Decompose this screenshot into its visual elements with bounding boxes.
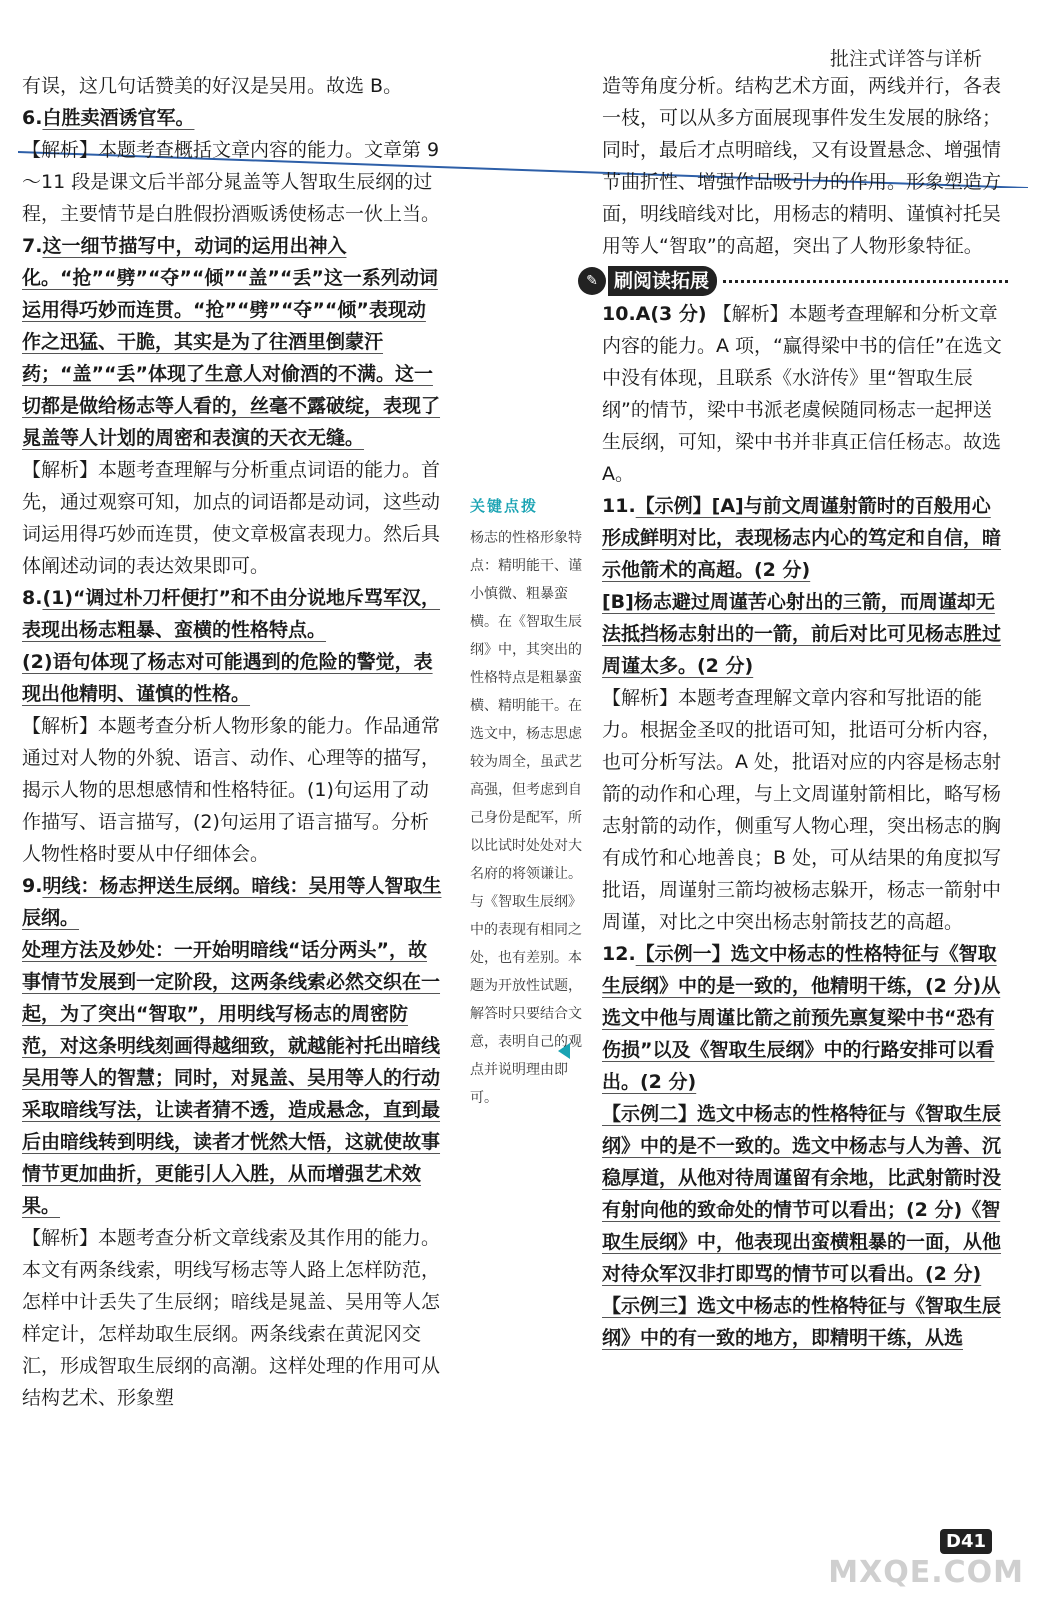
q10-answer: A(3 分) (635, 303, 707, 325)
q12-example-1: 【示例一】选文中杨志的性格特征与《智取生辰纲》中的是一致的，他精明干练，(2 分)从选文中他与周谨比箭之前预先禀复梁中书“恐有伤损”以及《智取生辰纲》中的行路安排可以看出。(2 分) (602, 943, 1001, 1093)
q9-continued: 造等角度分析。结构艺术方面，两线并行，各表一枝，可以从多方面展现事件发生发展的脉络；同时，最后才点明暗线，又有设置悬念、增强情节曲折性、增强作品吸引力的作用。形象塑造方面，明线暗线对比，用杨志的精明、谨慎衬托吴用等人“智取”的高超，突出了人物形象特征。 (602, 75, 1002, 257)
q5-tail: 有误，这几句话赞美的好汉是吴用。故选 B。 (22, 75, 403, 97)
section-header (578, 266, 1008, 296)
q8 (22, 582, 442, 646)
q12-example-2: 【示例二】选文中杨志的性格特征与《智取生辰纲》中的是不一致的。选文中杨志与人为善、沉稳厚道，从他对待周谨留有余地，比武射箭时没有射向他的致命处的情节可以看出；(2 分)《智取生辰纲》中，他表现出蛮横粗暴的一面，从他对待众军汉非打即骂的情节可以看出。(2 分) (602, 1103, 1002, 1285)
q8-analysis: 【解析】本题考查分析人物形象的能力。作品通常通过对人物的外貌、语言、动作、心理等的描写，揭示人物的思想感情和性格特征。(1)句运用了动作描写、语言描写，(2)句运用了语言描写。分析人物性格时要从中仔细体会。 (22, 715, 441, 865)
q11-number: 11. (602, 495, 636, 517)
q7-number: 7. (22, 235, 43, 257)
q10 (602, 298, 1008, 490)
q8-answer-2: (2)语句体现了杨志对可能遇到的危险的警觉，表现出他精明、谨慎的性格。 (22, 651, 433, 705)
q9 (22, 870, 442, 934)
q10-analysis: 【解析】本题考查理解和分析文章内容的能力。A 项，“赢得梁中书的信任”在选文中没有体现，且联系《水浒传》里“智取生辰纲”的情节，梁中书派老虞候随同杨志一起押送生辰纲，可知，梁中书并非真正信任杨志。故选 A。 (602, 303, 1002, 485)
q9-analysis: 【解析】本题考查分析文章线索及其作用的能力。本文有两条线索，明线写杨志等人路上怎样防范，怎样中计丢失了生辰纲；暗线是晁盖、吴用等人怎样定计，怎样劫取生辰纲。两条线索在黄泥冈交汇，形成智取生辰纲的高潮。这样处理的作用可从结构艺术、形象塑 (22, 1227, 441, 1409)
q9-answer-1: 明线：杨志押送生辰纲。暗线：吴用等人智取生辰纲。 (22, 875, 442, 929)
q7 (22, 230, 442, 454)
page-number: D41 (940, 1529, 992, 1554)
q6-number: 6. (22, 107, 43, 129)
q8-answer-1: (1)“调过朴刀杆便打”和不由分说地斥骂军汉，表现出杨志粗暴、蛮横的性格特点。 (22, 587, 441, 641)
book-icon: ✎ (578, 267, 606, 295)
pointer-arrow-icon (558, 1043, 570, 1059)
q12 (602, 938, 1008, 1098)
q6-answer: 白胜卖酒诱官军。 (42, 107, 195, 129)
section-label: 刷阅读拓展 (608, 266, 717, 296)
key-tip-sidebar (470, 492, 590, 1112)
q6 (22, 102, 442, 134)
q12-number: 12. (602, 943, 636, 965)
q7-analysis: 【解析】本题考查理解与分析重点词语的能力。首先，通过观察可知，加点的词语都是动词，这些动词运用得巧妙而连贯，使文章极富表现力。然后具体阐述动词的表达效果即可。 (22, 459, 441, 577)
q11-answer-b: [B]杨志避过周谨苦心射出的三箭，而周谨却无法抵挡杨志射出的一箭，前后对比可见杨志胜过周谨太多。(2 分) (602, 591, 1002, 677)
q6-analysis: 【解析】本题考查概括文章内容的能力。文章第 9～11 段是课文后半部分晁盖等人智取生辰纲的过程，主要情节是白胜假扮酒贩诱使杨志一伙上当。 (22, 139, 441, 225)
right-column (586, 70, 1008, 1354)
q12-example-3: 【示例三】选文中杨志的性格特征与《智取生辰纲》中的有一致的地方，即精明干练，从选 (602, 1295, 1002, 1349)
q11 (602, 490, 1008, 586)
watermark: MXQE.COM (828, 1555, 1024, 1590)
dotted-divider (723, 280, 1008, 283)
left-column (22, 70, 442, 1414)
running-header: 批注式详答与详析 (829, 48, 982, 70)
q11-analysis: 【解析】本题考查理解文章内容和写批语的能力。根据金圣叹的批语可知，批语可分析内容，也可分析写法。A 处，批语对应的内容是杨志射箭的动作和心理，与上文周谨射箭相比，略写杨志射箭的动作，侧重写人物心理，突出杨志的胸有成竹和心地善良；B 处，可从结果的角度拟写批语，周谨射三箭均被杨志躲开，杨志一箭射中周谨，对比之中突出杨志射箭技艺的高超。 (602, 687, 1002, 933)
q9-number: 9. (22, 875, 43, 897)
q10-number: 10. (602, 303, 636, 325)
q8-number: 8. (22, 587, 43, 609)
q11-answer-a: 【示例】[A]与前文周谨射箭时的百般用心形成鲜明对比，表现杨志内心的笃定和自信，暗示他箭术的高超。(2 分) (602, 495, 1002, 581)
q7-answer: 这一细节描写中，动词的运用出神入化。“抢”“劈”“夺”“倾”“盖”“丢”这一系列动词运用得巧妙而连贯。“抢”“劈”“夺”“倾”表现动作之迅猛、干脆，其实是为了往酒里倒蒙汗药；“盖”“丢”体现了生意人对偷酒的不满。这一切都是做给杨志等人看的，丝毫不露破绽，表现了晁盖等人计划的周密和表演的天衣无缝。 (22, 235, 441, 449)
q9-answer-2: 处理方法及妙处：一开始明暗线“话分两头”，故事情节发展到一定阶段，这两条线索必然交织在一起，为了突出“智取”，用明线写杨志的周密防范，对这条明线刻画得越细致，就越能衬托出暗线吴用等人的智慧；同时，对晁盖、吴用等人的行动采取暗线写法，让读者猜不透，造成悬念，直到最后由暗线转到明线，读者才恍然大悟，这就使故事情节更加曲折，更能引人入胜，从而增强艺术效果。 (22, 939, 441, 1217)
key-tip-title: 关键点拨 (470, 497, 539, 515)
key-tip-text: 杨志的性格形象特点：精明能干、谨小慎微、粗暴蛮横。在《智取生辰纲》中，其突出的性格特点是粗暴蛮横、精明能干。在选文中，杨志思虑较为周全，虽武艺高强，但考虑到自己身份是配军，所以比试时处处对大名府的将领谦让。与《智取生辰纲》中的表现有相同之处，也有差别。本题为开放性试题，解答时只要结合文意，表明自己的观点并说明理由即可。 (470, 530, 582, 1106)
